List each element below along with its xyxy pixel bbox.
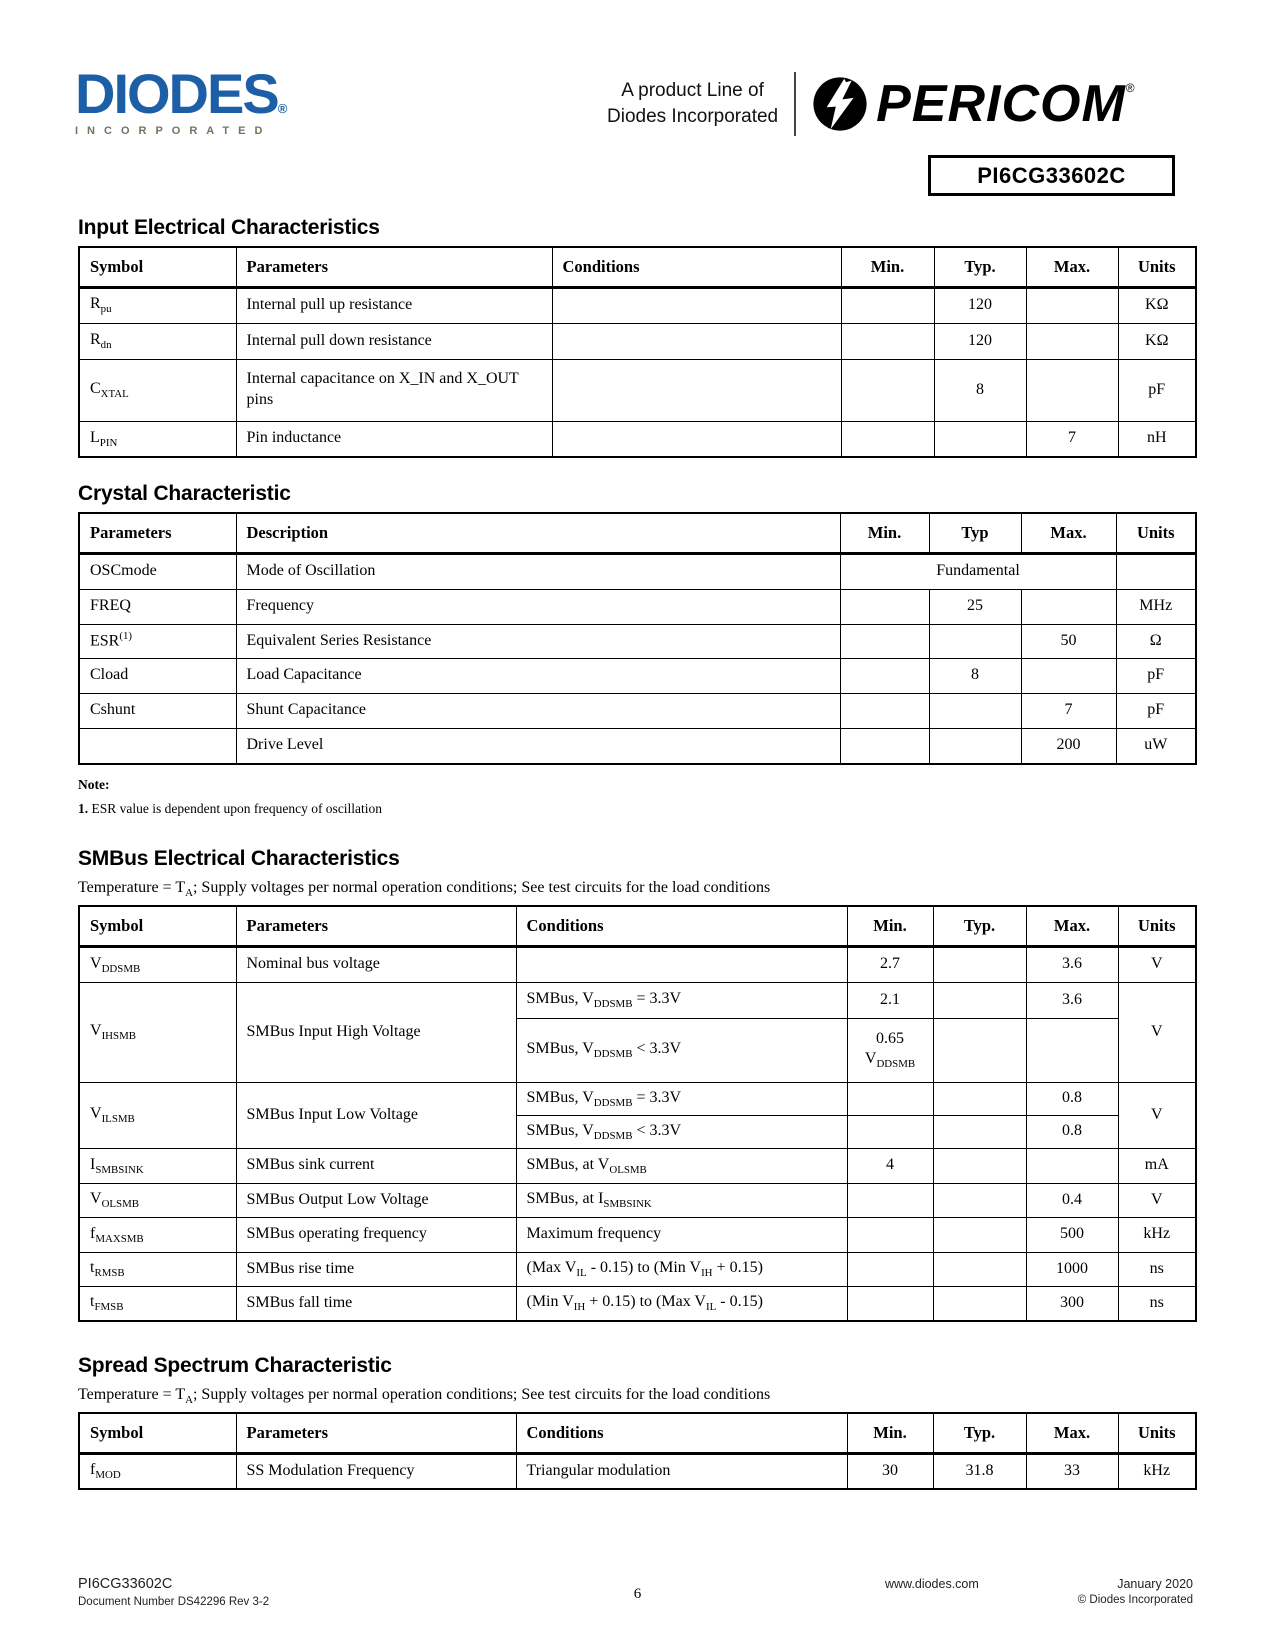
crystal-table bbox=[78, 512, 1197, 765]
note-text: 1. ESR value is dependent upon frequency of oscillation bbox=[78, 801, 383, 816]
cell-max bbox=[1021, 658, 1116, 693]
cell-parameter: Internal pull down resistance bbox=[236, 323, 552, 359]
smbus-table bbox=[78, 905, 1197, 1322]
col-header-parameters: Parameters bbox=[79, 513, 236, 553]
cell-description: Frequency bbox=[236, 589, 840, 624]
cell-units: ns bbox=[1118, 1252, 1196, 1286]
page-header bbox=[0, 0, 1275, 212]
cell-max: 1000 bbox=[1026, 1252, 1118, 1286]
cell-typ: 8 bbox=[929, 658, 1021, 693]
cell-symbol: $C_{XTAL}$ bbox=[79, 359, 236, 421]
cell-typ: 120 bbox=[934, 287, 1026, 323]
cell-min bbox=[840, 589, 929, 624]
cell-condition: Triangular modulation bbox=[516, 1453, 847, 1489]
table-row bbox=[79, 728, 1196, 764]
cell-description: Equivalent Series Resistance bbox=[236, 624, 840, 658]
pericom-wordmark: PERICOM bbox=[876, 75, 1126, 133]
cell-typ bbox=[933, 982, 1026, 1018]
cell-merged-value: Fundamental bbox=[840, 553, 1116, 589]
cell-parameter: Pin inductance bbox=[236, 421, 552, 457]
col-header-typ: Typ. bbox=[933, 906, 1026, 946]
cell-typ bbox=[933, 1115, 1026, 1148]
footer-document-number: Document Number DS42296 Rev 3-2 bbox=[78, 1596, 270, 1608]
cell-min bbox=[840, 693, 929, 728]
cell-typ bbox=[933, 1082, 1026, 1115]
cell-min bbox=[847, 1183, 933, 1217]
footer-date: January 2020 bbox=[1117, 1577, 1193, 1591]
cell-min bbox=[841, 323, 934, 359]
cell-typ bbox=[933, 1286, 1026, 1321]
col-header-parameters: Parameters bbox=[236, 247, 552, 287]
table-row bbox=[79, 1082, 1196, 1115]
diodes-registered-mark: ® bbox=[277, 101, 288, 116]
cell-typ bbox=[933, 1018, 1026, 1082]
table-row bbox=[79, 982, 1196, 1018]
cell-max: 7 bbox=[1021, 693, 1116, 728]
col-header-units: Units bbox=[1116, 513, 1196, 553]
cell-units bbox=[1116, 553, 1196, 589]
cell-condition: SMBus, $V_{DDSMB} < 3.3V$ bbox=[516, 1018, 847, 1082]
cell-parameter: OSCmode bbox=[79, 553, 236, 589]
cell-typ bbox=[929, 728, 1021, 764]
page-content bbox=[78, 216, 1197, 1490]
cell-max: 3.6 bbox=[1026, 982, 1118, 1018]
footer-part-number: PI6CG33602C bbox=[78, 1576, 173, 1592]
cell-max bbox=[1026, 1018, 1118, 1082]
footer-right bbox=[1078, 1577, 1193, 1606]
cell-min bbox=[841, 287, 934, 323]
cell-description: Load Capacitance bbox=[236, 658, 840, 693]
table-row bbox=[79, 359, 1196, 421]
cell-min bbox=[847, 1115, 933, 1148]
col-header-min: Min. bbox=[841, 247, 934, 287]
diodes-wordmark: DIODES® bbox=[75, 62, 288, 125]
cell-symbol: $V_{OLSMB}$ bbox=[79, 1183, 236, 1217]
cell-units: uW bbox=[1116, 728, 1196, 764]
col-header-units: Units bbox=[1118, 247, 1196, 287]
table-row bbox=[79, 946, 1196, 982]
cell-min bbox=[847, 1252, 933, 1286]
cell-condition: SMBus, at $I_{SMBSINK}$ bbox=[516, 1183, 847, 1217]
diodes-logo bbox=[75, 62, 325, 137]
cell-parameter: Nominal bus voltage bbox=[236, 946, 516, 982]
col-header-units: Units bbox=[1118, 1413, 1196, 1453]
cell-symbol: $t_{FMSB}$ bbox=[79, 1286, 236, 1321]
cell-units: nH bbox=[1118, 421, 1196, 457]
cell-typ bbox=[933, 946, 1026, 982]
pericom-bolt-icon bbox=[812, 76, 868, 132]
cell-max: 200 bbox=[1021, 728, 1116, 764]
col-header-conditions: Conditions bbox=[552, 247, 841, 287]
cell-condition: SMBus, at $V_{OLSMB}$ bbox=[516, 1148, 847, 1183]
cell-typ bbox=[933, 1183, 1026, 1217]
cell-max: 0.4 bbox=[1026, 1183, 1118, 1217]
cell-condition bbox=[552, 421, 841, 457]
table-row bbox=[79, 658, 1196, 693]
cell-condition bbox=[552, 287, 841, 323]
cell-typ bbox=[929, 624, 1021, 658]
col-header-description: Description bbox=[236, 513, 840, 553]
cell-symbol: $V_{ILSMB}$ bbox=[79, 1082, 236, 1148]
cell-parameter: SS Modulation Frequency bbox=[236, 1453, 516, 1489]
cell-min bbox=[847, 1286, 933, 1321]
col-header-conditions: Conditions bbox=[516, 1413, 847, 1453]
smbus-condition-line: Temperature = $T_A$; Supply voltages per normal operation conditions; See test circuits for the load conditions bbox=[78, 879, 771, 900]
cell-max: 0.8 bbox=[1026, 1115, 1118, 1148]
table-row bbox=[79, 553, 1196, 589]
cell-parameter: SMBus Output Low Voltage bbox=[236, 1183, 516, 1217]
cell-min: 2.1 bbox=[847, 982, 933, 1018]
cell-condition: SMBus, $V_{DDSMB} < 3.3V$ bbox=[516, 1115, 847, 1148]
footer-copyright: © Diodes Incorporated bbox=[1077, 1594, 1193, 1606]
table-row bbox=[79, 421, 1196, 457]
cell-condition bbox=[516, 946, 847, 982]
cell-units: mA bbox=[1118, 1148, 1196, 1183]
cell-min bbox=[840, 624, 929, 658]
cell-units: pF bbox=[1116, 658, 1196, 693]
cell-units: MHz bbox=[1116, 589, 1196, 624]
footer-page-number: 6 bbox=[633, 1586, 642, 1602]
pericom-logo bbox=[812, 76, 1135, 132]
cell-parameter: Internal pull up resistance bbox=[236, 287, 552, 323]
cell-typ: 8 bbox=[934, 359, 1026, 421]
table-row bbox=[79, 624, 1196, 658]
cell-max: 3.6 bbox=[1026, 946, 1118, 982]
table-row bbox=[79, 287, 1196, 323]
footer-website-link[interactable]: www.diodes.com bbox=[885, 1577, 979, 1591]
cell-parameter: SMBus sink current bbox=[236, 1148, 516, 1183]
product-line-line2: Diodes Incorporated bbox=[607, 106, 779, 127]
col-header-max: Max. bbox=[1021, 513, 1116, 553]
col-header-typ: Typ. bbox=[933, 1413, 1026, 1453]
part-number: PI6CG33602C bbox=[977, 162, 1126, 188]
cell-max: 500 bbox=[1026, 1217, 1118, 1252]
cell-condition: SMBus, $V_{DDSMB} = 3.3V$ bbox=[516, 1082, 847, 1115]
table-row bbox=[79, 589, 1196, 624]
cell-condition: (Min $V_{IH} + 0.15$) to (Max $V_{IL} - 0.15$) bbox=[516, 1286, 847, 1321]
crystal-section-title: Crystal Characteristic bbox=[78, 482, 291, 505]
cell-parameter: Internal capacitance on X_IN and X_OUT pins bbox=[236, 359, 552, 421]
cell-typ: 31.8 bbox=[933, 1453, 1026, 1489]
cell-min: 30 bbox=[847, 1453, 933, 1489]
cell-units: pF bbox=[1118, 359, 1196, 421]
cell-units: Ω bbox=[1116, 624, 1196, 658]
col-header-typ: Typ bbox=[929, 513, 1021, 553]
col-header-symbol: Symbol bbox=[79, 247, 236, 287]
cell-units: KΩ bbox=[1118, 287, 1196, 323]
cell-parameter: SMBus fall time bbox=[236, 1286, 516, 1321]
cell-symbol: $t_{RMSB}$ bbox=[79, 1252, 236, 1286]
cell-min: 2.7 bbox=[847, 946, 933, 982]
cell-typ: 120 bbox=[934, 323, 1026, 359]
cell-min bbox=[840, 658, 929, 693]
cell-max: 300 bbox=[1026, 1286, 1118, 1321]
cell-description: Mode of Oscillation bbox=[236, 553, 840, 589]
product-line-line1: A product Line of bbox=[621, 80, 764, 102]
col-header-max: Max. bbox=[1026, 1413, 1118, 1453]
input-electrical-table bbox=[78, 246, 1197, 458]
table-row bbox=[79, 1183, 1196, 1217]
cell-units: V bbox=[1118, 982, 1196, 1082]
cell-min bbox=[847, 1217, 933, 1252]
cell-max bbox=[1026, 323, 1118, 359]
cell-symbol: $R_{dn}$ bbox=[79, 323, 236, 359]
cell-parameter: SMBus operating frequency bbox=[236, 1217, 516, 1252]
cell-typ bbox=[934, 421, 1026, 457]
spread-table-header-row bbox=[79, 1413, 1196, 1453]
cell-max: 33 bbox=[1026, 1453, 1118, 1489]
cell-max bbox=[1026, 287, 1118, 323]
cell-symbol: $I_{SMBSINK}$ bbox=[79, 1148, 236, 1183]
cell-symbol: $L_{PIN}$ bbox=[79, 421, 236, 457]
table-row bbox=[79, 1252, 1196, 1286]
cell-symbol: $V_{DDSMB}$ bbox=[79, 946, 236, 982]
cell-parameter: SMBus Input High Voltage bbox=[236, 982, 516, 1082]
cell-condition bbox=[552, 323, 841, 359]
col-header-conditions: Conditions bbox=[516, 906, 847, 946]
cell-units: pF bbox=[1116, 693, 1196, 728]
header-divider bbox=[794, 72, 796, 136]
crystal-table-header-row bbox=[79, 513, 1196, 553]
cell-parameter: FREQ bbox=[79, 589, 236, 624]
input-table-header-row bbox=[79, 247, 1196, 287]
table-row bbox=[79, 1217, 1196, 1252]
cell-units: V bbox=[1118, 1183, 1196, 1217]
cell-parameter: ESR$^{(1)}$ bbox=[79, 624, 236, 658]
pericom-registered-mark: ® bbox=[1125, 81, 1135, 95]
col-header-units: Units bbox=[1118, 906, 1196, 946]
col-header-parameters: Parameters bbox=[236, 1413, 516, 1453]
cell-typ bbox=[933, 1252, 1026, 1286]
cell-max: 50 bbox=[1021, 624, 1116, 658]
cell-units: KΩ bbox=[1118, 323, 1196, 359]
input-section-title: Input Electrical Characteristics bbox=[78, 216, 380, 239]
spread-section-title: Spread Spectrum Characteristic bbox=[78, 1354, 392, 1378]
table-row bbox=[79, 693, 1196, 728]
cell-symbol: $V_{IHSMB}$ bbox=[79, 982, 236, 1082]
spread-condition-line: Temperature = $T_A$; Supply voltages per normal operation conditions; See test circuits for the load conditions bbox=[78, 1386, 771, 1407]
cell-min bbox=[841, 421, 934, 457]
col-header-typ: Typ. bbox=[934, 247, 1026, 287]
cell-max bbox=[1026, 359, 1118, 421]
cell-parameter bbox=[79, 728, 236, 764]
col-header-parameters: Parameters bbox=[236, 906, 516, 946]
cell-min bbox=[840, 728, 929, 764]
col-header-max: Max. bbox=[1026, 247, 1118, 287]
cell-description: Drive Level bbox=[236, 728, 840, 764]
cell-max bbox=[1021, 589, 1116, 624]
cell-condition: (Max $V_{IL} - 0.15$) to (Min $V_{IH} + 0.15$) bbox=[516, 1252, 847, 1286]
cell-units: kHz bbox=[1118, 1453, 1196, 1489]
cell-condition: SMBus, $V_{DDSMB} = 3.3V$ bbox=[516, 982, 847, 1018]
cell-min bbox=[841, 359, 934, 421]
col-header-min: Min. bbox=[847, 1413, 933, 1453]
diodes-incorporated-text: INCORPORATED bbox=[75, 125, 272, 137]
col-header-max: Max. bbox=[1026, 906, 1118, 946]
cell-max: 7 bbox=[1026, 421, 1118, 457]
header-right-group bbox=[607, 72, 1135, 136]
col-header-symbol: Symbol bbox=[79, 906, 236, 946]
cell-parameter: Cload bbox=[79, 658, 236, 693]
cell-max bbox=[1026, 1148, 1118, 1183]
cell-symbol: $f_{MOD}$ bbox=[79, 1453, 236, 1489]
cell-min: 4 bbox=[847, 1148, 933, 1183]
table-row bbox=[79, 323, 1196, 359]
product-line-text bbox=[607, 78, 778, 129]
col-header-min: Min. bbox=[847, 906, 933, 946]
smbus-table-header-row bbox=[79, 906, 1196, 946]
cell-parameter: SMBus Input Low Voltage bbox=[236, 1082, 516, 1148]
cell-units: ns bbox=[1118, 1286, 1196, 1321]
cell-min bbox=[847, 1082, 933, 1115]
smbus-section-title: SMBus Electrical Characteristics bbox=[78, 847, 400, 870]
cell-min: 0.65 $V_{DDSMB}$ bbox=[847, 1018, 933, 1082]
cell-typ bbox=[929, 693, 1021, 728]
cell-symbol: $R_{pu}$ bbox=[79, 287, 236, 323]
cell-max: 0.8 bbox=[1026, 1082, 1118, 1115]
table-row bbox=[79, 1286, 1196, 1321]
cell-condition: Maximum frequency bbox=[516, 1217, 847, 1252]
note-label: Note: bbox=[78, 777, 110, 792]
part-number-box bbox=[928, 155, 1175, 196]
cell-typ bbox=[933, 1217, 1026, 1252]
cell-units: kHz bbox=[1118, 1217, 1196, 1252]
cell-symbol: $f_{MAXSMB}$ bbox=[79, 1217, 236, 1252]
table-row bbox=[79, 1148, 1196, 1183]
cell-units: V bbox=[1118, 1082, 1196, 1148]
cell-units: V bbox=[1118, 946, 1196, 982]
cell-condition bbox=[552, 359, 841, 421]
col-header-symbol: Symbol bbox=[79, 1413, 236, 1453]
cell-description: Shunt Capacitance bbox=[236, 693, 840, 728]
cell-parameter: SMBus rise time bbox=[236, 1252, 516, 1286]
col-header-min: Min. bbox=[840, 513, 929, 553]
spread-spectrum-table bbox=[78, 1412, 1197, 1490]
cell-typ: 25 bbox=[929, 589, 1021, 624]
table-row bbox=[79, 1453, 1196, 1489]
cell-typ bbox=[933, 1148, 1026, 1183]
cell-parameter: Cshunt bbox=[79, 693, 236, 728]
